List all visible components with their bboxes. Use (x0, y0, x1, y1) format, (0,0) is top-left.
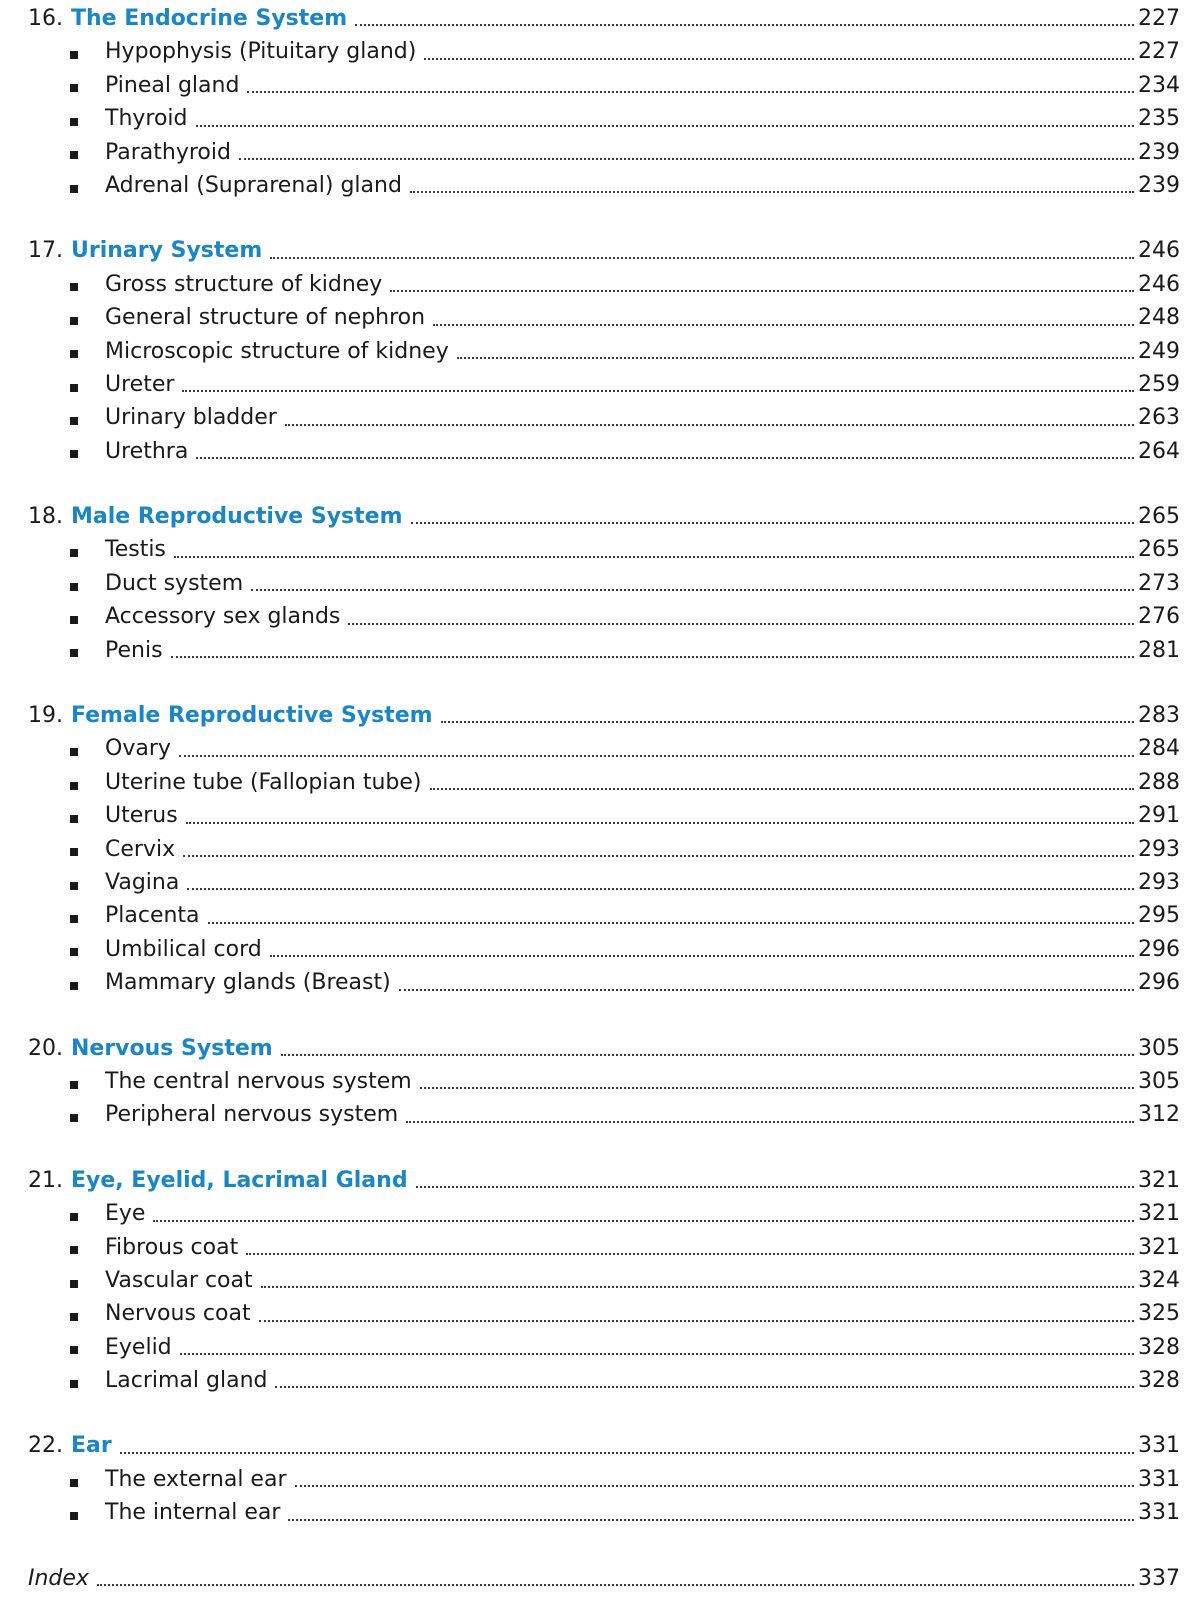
dot-leader (246, 1253, 1134, 1255)
dot-leader (97, 1584, 1134, 1586)
dot-leader (457, 357, 1134, 359)
square-bullet-icon (70, 1246, 78, 1254)
dot-leader (239, 158, 1134, 160)
item-title: Accessory sex glands (105, 604, 341, 630)
toc-item[interactable] (28, 1197, 1180, 1230)
chapter-title: Ear (71, 1433, 112, 1459)
toc-item[interactable] (28, 169, 1180, 202)
toc-item[interactable] (28, 966, 1180, 999)
dot-leader (410, 191, 1134, 193)
dot-leader (179, 755, 1134, 757)
toc-item[interactable] (28, 1331, 1180, 1364)
chapter-title: Eye, Eyelid, Lacrimal Gland (71, 1167, 408, 1193)
toc-item[interactable] (28, 301, 1180, 334)
dot-leader (180, 1353, 1134, 1355)
dot-leader (285, 424, 1134, 426)
toc-item[interactable] (28, 600, 1180, 633)
item-page-number: 235 (1138, 106, 1180, 132)
item-page-number: 273 (1138, 570, 1180, 596)
chapter-title: Urinary System (71, 238, 263, 264)
square-bullet-icon (70, 1081, 78, 1089)
item-page-number: 227 (1138, 39, 1180, 65)
item-page-number: 291 (1138, 803, 1180, 829)
square-bullet-icon (70, 450, 78, 458)
toc-item[interactable] (28, 899, 1180, 932)
item-title: Pineal gland (105, 72, 240, 98)
item-page-number: 328 (1138, 1368, 1180, 1394)
item-page-number: 239 (1138, 172, 1180, 198)
toc-item[interactable] (28, 102, 1180, 135)
chapter-section (28, 1164, 1180, 1398)
chapter-section (28, 699, 1180, 1000)
chapter-title: Female Reproductive System (71, 703, 433, 729)
chapter-heading[interactable] (28, 500, 1180, 533)
item-title: Penis (105, 637, 163, 663)
item-title: Adrenal (Suprarenal) gland (105, 172, 402, 198)
item-title: Gross structure of kidney (105, 271, 383, 297)
item-page-number: 324 (1138, 1267, 1180, 1293)
chapter-section (28, 1429, 1180, 1529)
dot-leader (430, 788, 1135, 790)
toc-item[interactable] (28, 866, 1180, 899)
dot-leader (406, 1121, 1134, 1123)
square-bullet-icon (70, 1512, 78, 1520)
dot-leader (187, 888, 1134, 890)
item-page-number: 293 (1138, 836, 1180, 862)
toc-item[interactable] (28, 833, 1180, 866)
item-page-number: 284 (1138, 736, 1180, 762)
square-bullet-icon (70, 948, 78, 956)
square-bullet-icon (70, 350, 78, 358)
dot-leader (259, 1320, 1134, 1322)
toc-item[interactable] (28, 368, 1180, 401)
item-page-number: 246 (1138, 271, 1180, 297)
dot-leader (270, 257, 1134, 259)
dot-leader (251, 589, 1134, 591)
square-bullet-icon (70, 748, 78, 756)
square-bullet-icon (70, 384, 78, 392)
item-title: Nervous coat (105, 1301, 251, 1327)
toc-item[interactable] (28, 1264, 1180, 1297)
item-page-number: 249 (1138, 338, 1180, 364)
chapter-heading[interactable] (28, 234, 1180, 267)
dot-leader (174, 556, 1134, 558)
chapter-number: 19. (28, 703, 63, 729)
item-title: Thyroid (105, 106, 188, 132)
square-bullet-icon (70, 51, 78, 59)
square-bullet-icon (70, 815, 78, 823)
item-title: Hypophysis (Pituitary gland) (105, 39, 417, 65)
item-page-number: 296 (1138, 970, 1180, 996)
square-bullet-icon (70, 317, 78, 325)
toc-item[interactable] (28, 335, 1180, 368)
square-bullet-icon (70, 283, 78, 291)
dot-leader (355, 24, 1134, 26)
square-bullet-icon (70, 1346, 78, 1354)
chapter-page-number: 321 (1138, 1167, 1180, 1193)
item-page-number: 234 (1138, 72, 1180, 98)
item-page-number: 263 (1138, 405, 1180, 431)
square-bullet-icon (70, 848, 78, 856)
item-title: Cervix (105, 836, 176, 862)
chapter-title: The Endocrine System (71, 6, 348, 31)
item-title: Microscopic structure of kidney (105, 338, 449, 364)
square-bullet-icon (70, 1114, 78, 1122)
dot-leader (186, 822, 1134, 824)
dot-leader (390, 290, 1134, 292)
chapter-number: 16. (28, 6, 63, 31)
toc-item[interactable] (28, 732, 1180, 765)
item-title: Parathyroid (105, 139, 231, 165)
square-bullet-icon (70, 1380, 78, 1388)
square-bullet-icon (70, 782, 78, 790)
item-title: Urethra (105, 438, 189, 464)
table-of-contents (28, 2, 1180, 1595)
toc-item[interactable] (28, 1297, 1180, 1330)
square-bullet-icon (70, 616, 78, 624)
toc-item[interactable] (28, 1364, 1180, 1397)
chapter-number: 20. (28, 1035, 63, 1061)
item-title: Vascular coat (105, 1267, 253, 1293)
chapter-heading[interactable] (28, 1429, 1180, 1462)
item-title: The internal ear (105, 1500, 281, 1526)
toc-item[interactable] (28, 268, 1180, 301)
square-bullet-icon (70, 1313, 78, 1321)
item-page-number: 265 (1138, 537, 1180, 563)
dot-leader (171, 656, 1134, 658)
square-bullet-icon (70, 1213, 78, 1221)
chapter-number: 17. (28, 238, 63, 264)
toc-item[interactable] (28, 1231, 1180, 1264)
chapter-page-number: 305 (1138, 1035, 1180, 1061)
toc-item[interactable] (28, 401, 1180, 434)
chapter-number: 18. (28, 504, 63, 530)
item-page-number: 295 (1138, 903, 1180, 929)
item-title: Lacrimal gland (105, 1368, 268, 1394)
index-title: Index (28, 1565, 89, 1591)
item-title: Uterus (105, 803, 178, 829)
chapter-section (28, 234, 1180, 468)
toc-item[interactable] (28, 766, 1180, 799)
dot-leader (275, 1386, 1134, 1388)
dot-leader (295, 1485, 1135, 1487)
dot-leader (261, 1286, 1134, 1288)
square-bullet-icon (70, 118, 78, 126)
item-title: Peripheral nervous system (105, 1102, 399, 1128)
dot-leader (420, 1087, 1134, 1089)
item-title: Ureter (105, 371, 175, 397)
chapter-page-number: 227 (1138, 6, 1180, 31)
dot-leader (196, 125, 1135, 127)
square-bullet-icon (70, 84, 78, 92)
chapter-heading[interactable] (28, 699, 1180, 732)
dot-leader (208, 922, 1134, 924)
item-page-number: 331 (1138, 1466, 1180, 1492)
toc-item[interactable] (28, 1463, 1180, 1496)
dot-leader (120, 1452, 1134, 1454)
square-bullet-icon (70, 151, 78, 159)
item-title: Eyelid (105, 1334, 172, 1360)
toc-item[interactable] (28, 634, 1180, 667)
item-page-number: 305 (1138, 1068, 1180, 1094)
square-bullet-icon (70, 649, 78, 657)
chapter-number: 22. (28, 1433, 63, 1459)
item-title: Placenta (105, 903, 200, 929)
toc-item[interactable] (28, 69, 1180, 102)
item-page-number: 331 (1138, 1500, 1180, 1526)
item-page-number: 264 (1138, 438, 1180, 464)
item-title: The central nervous system (105, 1068, 412, 1094)
toc-item[interactable] (28, 35, 1180, 68)
chapter-section (28, 1032, 1180, 1132)
dot-leader (153, 1220, 1134, 1222)
chapter-page-number: 265 (1138, 504, 1180, 530)
dot-leader (416, 1186, 1134, 1188)
dot-leader (288, 1519, 1134, 1521)
chapter-number: 21. (28, 1167, 63, 1193)
toc-item[interactable] (28, 933, 1180, 966)
item-page-number: 248 (1138, 305, 1180, 331)
dot-leader (424, 58, 1134, 60)
item-page-number: 276 (1138, 604, 1180, 630)
chapter-heading[interactable] (28, 1164, 1180, 1197)
square-bullet-icon (70, 549, 78, 557)
index-page-number: 337 (1138, 1565, 1180, 1591)
chapter-title: Male Reproductive System (71, 504, 403, 530)
item-page-number: 288 (1138, 769, 1180, 795)
dot-leader (281, 1054, 1134, 1056)
chapter-heading[interactable] (28, 2, 1180, 35)
item-page-number: 328 (1138, 1334, 1180, 1360)
item-title: Eye (105, 1201, 146, 1227)
chapter-page-number: 246 (1138, 238, 1180, 264)
item-page-number: 239 (1138, 139, 1180, 165)
chapter-heading[interactable] (28, 1032, 1180, 1065)
item-title: General structure of nephron (105, 305, 426, 331)
item-page-number: 293 (1138, 869, 1180, 895)
square-bullet-icon (70, 982, 78, 990)
item-title: Umbilical cord (105, 936, 262, 962)
dot-leader (182, 390, 1134, 392)
toc-item[interactable] (28, 1496, 1180, 1529)
item-page-number: 321 (1138, 1201, 1180, 1227)
dot-leader (433, 324, 1134, 326)
dot-leader (183, 855, 1134, 857)
item-title: Duct system (105, 570, 244, 596)
toc-item[interactable] (28, 435, 1180, 468)
item-title: Ovary (105, 736, 171, 762)
square-bullet-icon (70, 882, 78, 890)
square-bullet-icon (70, 417, 78, 425)
item-title: Fibrous coat (105, 1234, 239, 1260)
square-bullet-icon (70, 583, 78, 591)
square-bullet-icon (70, 1479, 78, 1487)
chapter-list (28, 2, 1180, 1530)
dot-leader (247, 91, 1134, 93)
chapter-section (28, 500, 1180, 667)
item-page-number: 296 (1138, 936, 1180, 962)
item-title: Mammary glands (Breast) (105, 970, 391, 996)
item-title: The external ear (105, 1466, 287, 1492)
chapter-page-number: 283 (1138, 703, 1180, 729)
dot-leader (411, 522, 1134, 524)
item-title: Testis (105, 537, 166, 563)
item-page-number: 259 (1138, 371, 1180, 397)
item-page-number: 312 (1138, 1102, 1180, 1128)
toc-item[interactable] (28, 1098, 1180, 1131)
dot-leader (348, 623, 1134, 625)
toc-item[interactable] (28, 799, 1180, 832)
item-title: Urinary bladder (105, 405, 277, 431)
dot-leader (270, 955, 1134, 957)
chapter-section (28, 2, 1180, 202)
index-entry[interactable] (28, 1562, 1180, 1595)
square-bullet-icon (70, 1280, 78, 1288)
item-page-number: 321 (1138, 1234, 1180, 1260)
toc-item[interactable] (28, 567, 1180, 600)
dot-leader (399, 989, 1134, 991)
chapter-page-number: 331 (1138, 1433, 1180, 1459)
toc-item[interactable] (28, 533, 1180, 566)
square-bullet-icon (70, 185, 78, 193)
dot-leader (196, 457, 1134, 459)
dot-leader (441, 721, 1134, 723)
toc-item[interactable] (28, 136, 1180, 169)
item-title: Vagina (105, 869, 180, 895)
toc-item[interactable] (28, 1065, 1180, 1098)
item-page-number: 325 (1138, 1301, 1180, 1327)
item-page-number: 281 (1138, 637, 1180, 663)
chapter-title: Nervous System (71, 1035, 273, 1061)
square-bullet-icon (70, 915, 78, 923)
item-title: Uterine tube (Fallopian tube) (105, 769, 422, 795)
